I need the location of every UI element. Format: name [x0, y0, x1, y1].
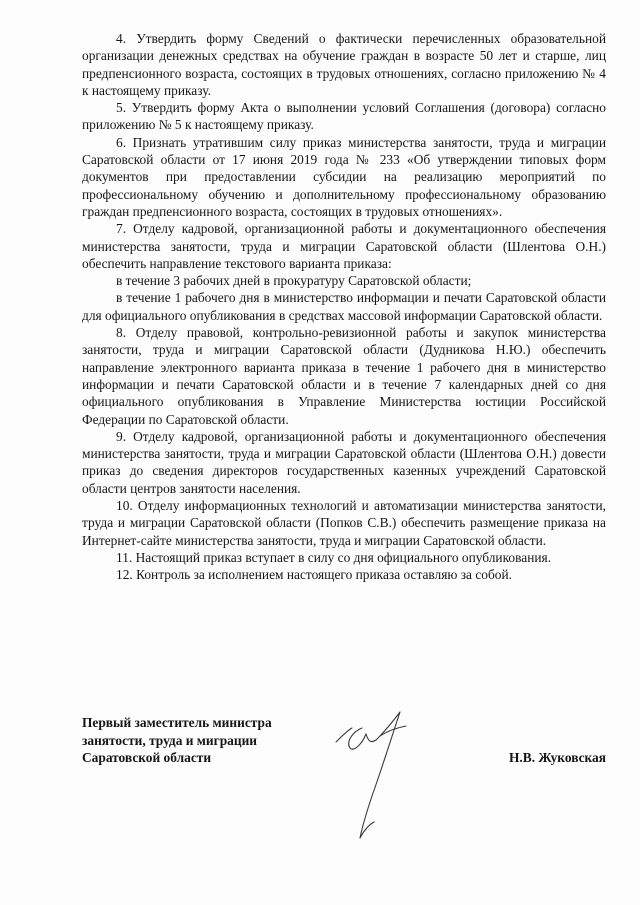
paragraph-item-10: 10. Отделу информационных технологий и автоматизации министерства занятости, труда и миграции Саратовской области (Попков С.В.) обеспечить размещение приказа на Интернет-сайте министерства занятости, труда и миграции Саратовской области. [82, 498, 606, 548]
document-body [82, 30, 606, 584]
paragraph-item-7-subitem-ministry-information: в течение 1 рабочего дня в министерство информации и печати Саратовской области для официального опубликования в средствах массовой информации Саратовской области. [82, 290, 606, 323]
signatory-title-line-2: занятости, труда и миграции [82, 732, 258, 748]
signature-block [82, 714, 606, 854]
paragraph-item-4: 4. Утвердить форму Сведений о фактически перечисленных образовательной организации денежных средствах на обучение граждан в возрасте 50 лет и старше, лиц предпенсионного возраста, состоящих в трудовых отношениях, согласно приложению № 4 к настоящему приказу. [82, 31, 606, 98]
paragraph-item-7-subitem-prosecutor: в течение 3 рабочих дней в прокуратуру Саратовской области; [116, 273, 472, 289]
signatory-title-line-3: Саратовской области [82, 750, 212, 765]
paragraph-item-8: 8. Отделу правовой, контрольно-ревизионной работы и закупок министерства занятости, труда и миграции Саратовской области (Дудникова Н.Ю.) обеспечить направление электронного варианта приказа в течение 1 рабочего дня в министерство информации и печати Саратовской области и в течение 7 календарных дней со дня официального опубликования в Управление Министерства юстиции Российской Федерации по Саратовской области. [82, 325, 606, 427]
paragraph-item-9: 9. Отделу кадровой, организационной работы и документационного обеспечения министерства занятости, труда и миграции Саратовской области (Шлентова О.Н.) довести приказ до сведения директоров государственных казенных учреждений Саратовской области центров занятости населения. [82, 428, 606, 496]
paragraph-item-6: 6. Признать утратившим силу приказ министерства занятости, труда и миграции Саратовской области от 17 июня 2019 года № 233 «Об утверждении типовых форм документов при предоставлении субсидии на реализацию мероприятий по профессиональному обучению и дополнительному профессиональному образованию граждан предпенсионного возраста, состоящих в трудовых отношениях». [82, 134, 606, 219]
paragraph-item-5: 5. Утвердить форму Акта о выполнении условий Соглашения (договора) согласно приложению № 5 к настоящему приказу. [82, 100, 606, 133]
signatory-name: Н.В. Жуковская [509, 750, 606, 765]
signatory-title [82, 714, 322, 767]
paragraph-item-12: 12. Контроль за исполнением настоящего приказа оставляю за собой. [116, 567, 512, 583]
handwritten-signature [322, 706, 472, 856]
paragraph-item-11: 11. Настоящий приказ вступает в силу со дня официального опубликования. [116, 549, 552, 565]
signatory-title-line-1: Первый заместитель министра [82, 715, 272, 730]
paragraph-item-7: 7. Отделу кадровой, организационной работы и документационного обеспечения министерства занятости, труда и миграции Саратовской области (Шлентова О.Н.) обеспечить направление текстового варианта приказа: [82, 221, 606, 271]
